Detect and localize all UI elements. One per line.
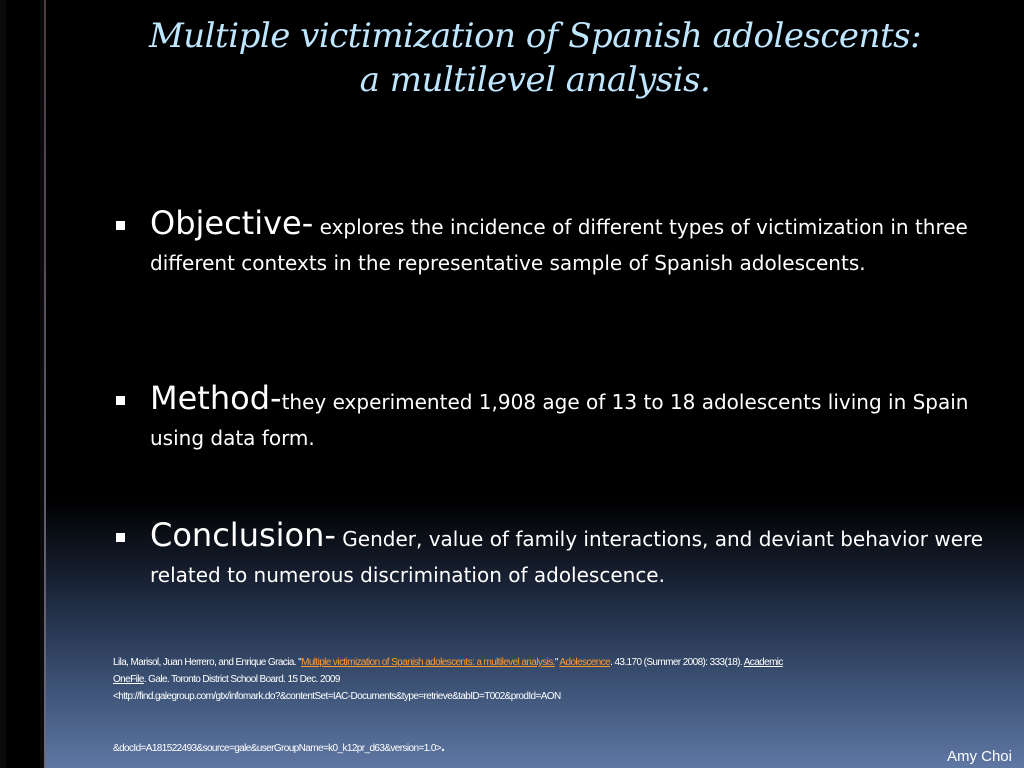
citation-url-text: &docId=A181522493&source=gale&userGroupName=k0_k12pr_d63&version=1.0> bbox=[113, 743, 442, 754]
square-bullet-icon bbox=[116, 221, 125, 230]
citation-source: . Gale. Toronto District School Board. 15 Dec. 2009 bbox=[143, 674, 340, 685]
bullet-method bbox=[112, 380, 1000, 456]
citation-url-line-2 bbox=[113, 738, 444, 754]
citation-url-line-1: <http://find.galegroup.com/gtx/infomark.do?&contentSet=IAC-Documents&type=retrieve&tabID=T002&prodId=AON bbox=[113, 691, 561, 702]
bullet-heading: Conclusion- bbox=[150, 516, 336, 554]
citation-details: . 43.170 (Summer 2008): 333(18). bbox=[610, 657, 744, 668]
square-bullet-icon bbox=[116, 533, 125, 542]
journal-link[interactable]: Adolescence bbox=[559, 657, 611, 668]
citation-quote: " bbox=[554, 657, 560, 668]
citation-line-2 bbox=[113, 671, 973, 688]
database-link-part-2[interactable]: OneFile bbox=[113, 674, 144, 685]
slide-title-line-2: a multilevel analysis. bbox=[359, 60, 711, 100]
citation-period: . bbox=[441, 738, 445, 754]
bullet-text: they experimented 1,908 age of 13 to 18 adolescents living in Spain using data form. bbox=[150, 390, 969, 450]
article-title-link[interactable]: Multiple victimization of Spanish adolescents: a multilevel analysis. bbox=[301, 657, 555, 668]
bullet-conclusion bbox=[112, 517, 1000, 593]
square-bullet-icon bbox=[116, 396, 125, 405]
citation-authors: Lila, Marisol, Juan Herrero, and Enrique Gracia. " bbox=[113, 657, 302, 668]
database-link-part-1[interactable]: Academic bbox=[743, 657, 783, 668]
citation-block bbox=[113, 654, 973, 705]
left-decorative-band bbox=[0, 0, 46, 768]
bullet-objective bbox=[112, 205, 1000, 281]
citation-line-1 bbox=[113, 654, 973, 671]
bullet-text: explores the incidence of different types of victimization in three different contexts in the representative sample of Spanish adolescents. bbox=[150, 215, 968, 275]
bullet-text: Gender, value of family interactions, and deviant behavior were related to numerous discrimination of adolescence. bbox=[150, 527, 984, 587]
slide-title-line-1: Multiple victimization of Spanish adolescents: bbox=[148, 16, 922, 56]
bullet-heading: Objective- bbox=[150, 204, 314, 242]
left-inner-band bbox=[6, 0, 40, 768]
bullet-heading: Method- bbox=[150, 379, 282, 417]
author-name: Amy Choi bbox=[946, 748, 1012, 765]
slide-title bbox=[70, 14, 1000, 102]
